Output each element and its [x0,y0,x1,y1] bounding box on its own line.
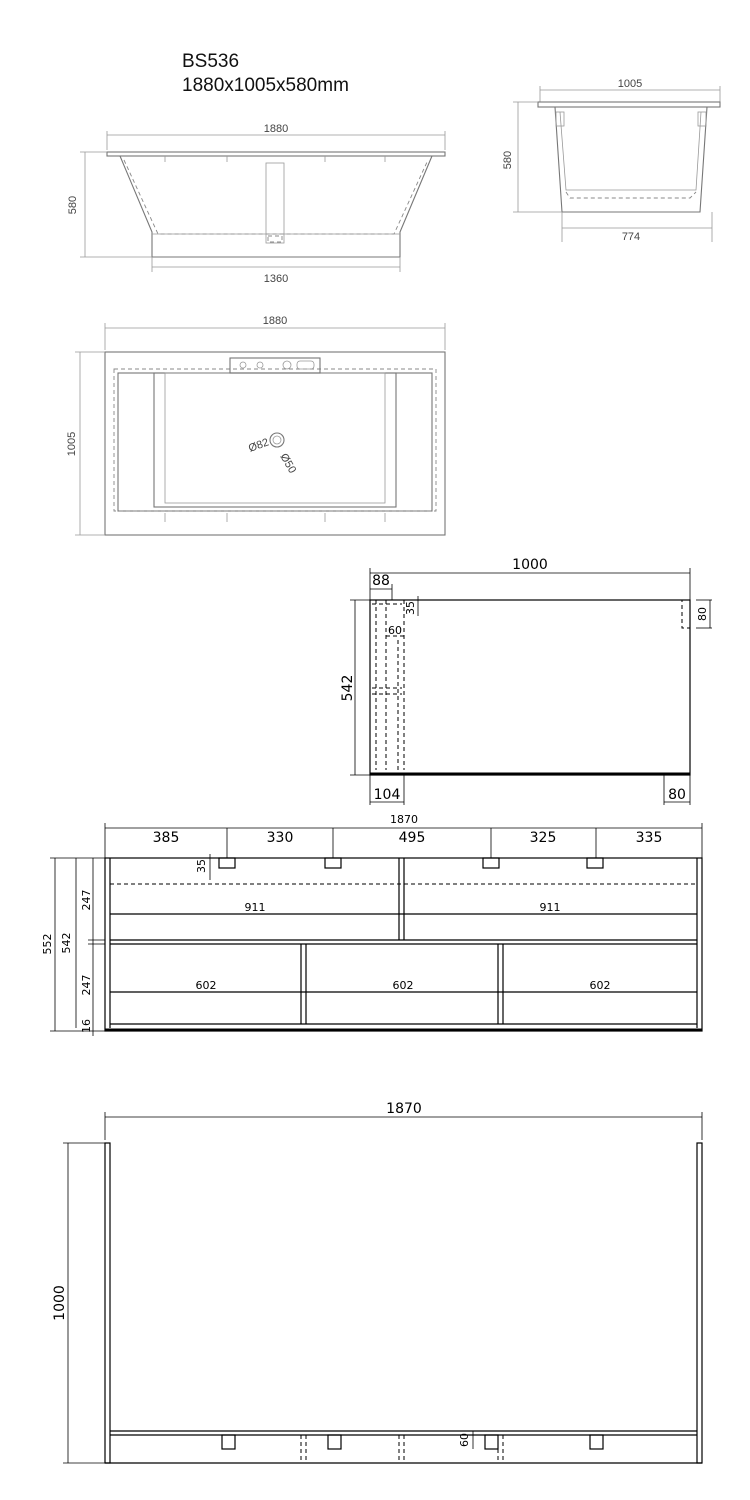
front-bottom-width-label: 1360 [263,273,289,285]
overall-dimensions: 1880x1005x580mm [182,75,349,96]
drain-outer-label: Ø82 [246,436,271,455]
segment-2-label: 330 [266,830,294,846]
front-top-width-label: 1880 [263,123,289,135]
frame-side-left-offset-label: 88 [372,573,390,589]
frame-side-bottom-left-label: 104 [373,787,401,803]
side-elevation-view [502,78,720,243]
frame-side-height-label: 542 [340,674,356,702]
frame-side-bottom-right-label: 80 [668,787,686,803]
frame-front-outer-height-label: 552 [41,933,54,955]
frame-front-view [41,813,702,1036]
frame-plan-length-label: 1870 [386,1101,422,1117]
upper-span-2-label: 911 [539,901,561,914]
frame-side-inner-offset-label: 60 [388,624,402,637]
drain-inner-label: Ø50 [277,451,299,476]
frame-plan-view [52,1101,702,1463]
frame-side-width-label: 1000 [512,557,548,573]
segment-4-label: 325 [529,830,557,846]
frame-side-right-post-label: 80 [696,607,709,621]
segment-3-label: 495 [398,830,426,846]
side-top-width-label: 1005 [617,78,643,90]
lower-span-2-label: 602 [392,979,414,992]
frame-front-cut-total-label: 1870 [390,813,418,826]
segment-5-label: 335 [635,830,663,846]
frame-plan-tab-label: 60 [458,1433,471,1447]
model-code: BS536 [182,51,240,72]
segment-1-label: 385 [152,830,180,846]
side-height-label: 580 [502,150,514,170]
upper-row-height-label: 247 [80,889,93,911]
lower-row-height-label: 247 [80,974,93,996]
front-height-label: 580 [67,195,79,215]
front-elevation-view [67,123,445,285]
side-bottom-width-label: 774 [621,231,641,243]
plan-view [66,315,445,535]
plan-length-label: 1880 [262,315,288,327]
lower-span-1-label: 602 [195,979,217,992]
frame-plan-width-label: 1000 [52,1285,68,1321]
plan-width-label: 1005 [66,431,78,457]
frame-side-view [340,557,712,805]
upper-span-1-label: 911 [244,901,266,914]
frame-front-inner-height-label: 542 [60,932,73,954]
base-height-label: 16 [80,1019,93,1033]
lower-span-3-label: 602 [589,979,611,992]
frame-side-top-gap-label: 35 [404,601,417,615]
frame-front-top-gap-label: 35 [195,859,208,873]
